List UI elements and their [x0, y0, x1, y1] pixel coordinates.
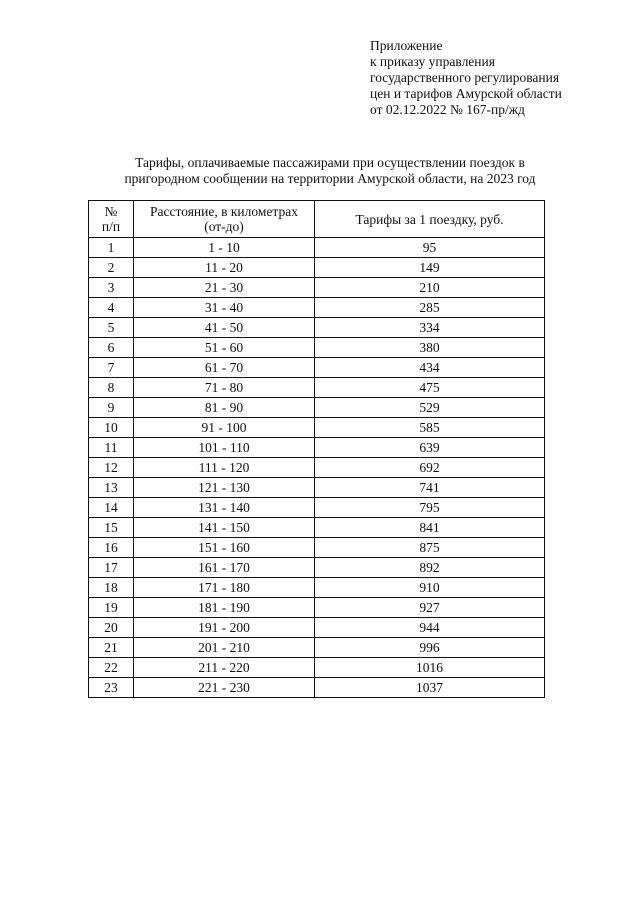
table-row	[89, 338, 545, 358]
table-row	[89, 458, 545, 478]
cell-num: 15	[89, 518, 134, 538]
document-title	[60, 155, 600, 187]
appendix-line: государственного регулирования	[370, 70, 560, 85]
cell-num: 7	[89, 358, 134, 378]
table-row	[89, 318, 545, 338]
cell-tariff: 639	[315, 438, 545, 458]
table-row	[89, 658, 545, 678]
cell-num: 6	[89, 338, 134, 358]
cell-tariff: 475	[315, 378, 545, 398]
cell-num: 1	[89, 238, 134, 258]
appendix-line: от 02.12.2022 № 167-пр/жд	[370, 102, 525, 117]
table-row	[89, 518, 545, 538]
cell-tariff: 927	[315, 598, 545, 618]
cell-tariff: 434	[315, 358, 545, 378]
cell-num: 13	[89, 478, 134, 498]
cell-distance: 191 - 200	[134, 618, 315, 638]
cell-tariff: 1037	[315, 678, 545, 698]
cell-distance: 61 - 70	[134, 358, 315, 378]
cell-num: 12	[89, 458, 134, 478]
cell-num: 19	[89, 598, 134, 618]
cell-distance: 71 - 80	[134, 378, 315, 398]
header-distance-line: (от-до)	[204, 219, 244, 234]
title-line: Тарифы, оплачиваемые пассажирами при осуществлении поездок в	[135, 155, 525, 170]
cell-distance: 51 - 60	[134, 338, 315, 358]
cell-tariff: 741	[315, 478, 545, 498]
cell-num: 16	[89, 538, 134, 558]
tariff-table	[88, 200, 545, 698]
cell-num: 11	[89, 438, 134, 458]
cell-num: 5	[89, 318, 134, 338]
cell-num: 14	[89, 498, 134, 518]
cell-distance: 151 - 160	[134, 538, 315, 558]
cell-tariff: 95	[315, 238, 545, 258]
cell-num: 23	[89, 678, 134, 698]
cell-distance: 181 - 190	[134, 598, 315, 618]
header-num-line: п/п	[101, 219, 121, 234]
table-row	[89, 638, 545, 658]
appendix-header	[370, 38, 562, 118]
cell-tariff: 892	[315, 558, 545, 578]
table-row	[89, 538, 545, 558]
cell-num: 3	[89, 278, 134, 298]
cell-num: 21	[89, 638, 134, 658]
table-body	[89, 238, 545, 698]
cell-distance: 211 - 220	[134, 658, 315, 678]
cell-distance: 161 - 170	[134, 558, 315, 578]
cell-num: 22	[89, 658, 134, 678]
cell-tariff: 841	[315, 518, 545, 538]
cell-tariff: 795	[315, 498, 545, 518]
cell-tariff: 692	[315, 458, 545, 478]
appendix-line: к приказу управления	[370, 54, 495, 69]
cell-distance: 111 - 120	[134, 458, 315, 478]
cell-distance: 201 - 210	[134, 638, 315, 658]
cell-num: 8	[89, 378, 134, 398]
table-row	[89, 618, 545, 638]
cell-distance: 31 - 40	[134, 298, 315, 318]
cell-num: 10	[89, 418, 134, 438]
appendix-line: Приложение	[370, 38, 443, 53]
table-row	[89, 438, 545, 458]
cell-num: 2	[89, 258, 134, 278]
table-row	[89, 578, 545, 598]
table-row	[89, 278, 545, 298]
table-row	[89, 258, 545, 278]
header-num-line: №	[104, 204, 118, 219]
cell-num: 20	[89, 618, 134, 638]
cell-tariff: 149	[315, 258, 545, 278]
header-num	[89, 201, 134, 238]
cell-distance: 21 - 30	[134, 278, 315, 298]
cell-tariff: 996	[315, 638, 545, 658]
table-row	[89, 238, 545, 258]
title-line: пригородном сообщении на территории Амурской области, на 2023 год	[124, 171, 536, 186]
cell-tariff: 910	[315, 578, 545, 598]
table-row	[89, 558, 545, 578]
cell-tariff: 380	[315, 338, 545, 358]
table-header-row	[89, 201, 545, 238]
cell-tariff: 585	[315, 418, 545, 438]
cell-distance: 41 - 50	[134, 318, 315, 338]
cell-distance: 121 - 130	[134, 478, 315, 498]
cell-distance: 171 - 180	[134, 578, 315, 598]
cell-distance: 81 - 90	[134, 398, 315, 418]
table-row	[89, 398, 545, 418]
header-tariff: Тарифы за 1 поездку, руб.	[315, 201, 545, 238]
cell-tariff: 944	[315, 618, 545, 638]
header-distance	[134, 201, 315, 238]
cell-tariff: 210	[315, 278, 545, 298]
cell-tariff: 875	[315, 538, 545, 558]
cell-distance: 101 - 110	[134, 438, 315, 458]
table-row	[89, 598, 545, 618]
appendix-line: цен и тарифов Амурской области	[370, 86, 562, 101]
cell-distance: 1 - 10	[134, 238, 315, 258]
cell-num: 18	[89, 578, 134, 598]
header-distance-line: Расстояние, в километрах	[150, 204, 298, 219]
cell-distance: 141 - 150	[134, 518, 315, 538]
cell-distance: 11 - 20	[134, 258, 315, 278]
table-row	[89, 498, 545, 518]
cell-tariff: 529	[315, 398, 545, 418]
table-row	[89, 678, 545, 698]
table-row	[89, 418, 545, 438]
cell-tariff: 1016	[315, 658, 545, 678]
table-row	[89, 478, 545, 498]
table-row	[89, 298, 545, 318]
cell-distance: 91 - 100	[134, 418, 315, 438]
cell-num: 17	[89, 558, 134, 578]
cell-distance: 221 - 230	[134, 678, 315, 698]
cell-tariff: 285	[315, 298, 545, 318]
cell-num: 4	[89, 298, 134, 318]
table-row	[89, 358, 545, 378]
table-row	[89, 378, 545, 398]
cell-distance: 131 - 140	[134, 498, 315, 518]
cell-num: 9	[89, 398, 134, 418]
cell-tariff: 334	[315, 318, 545, 338]
